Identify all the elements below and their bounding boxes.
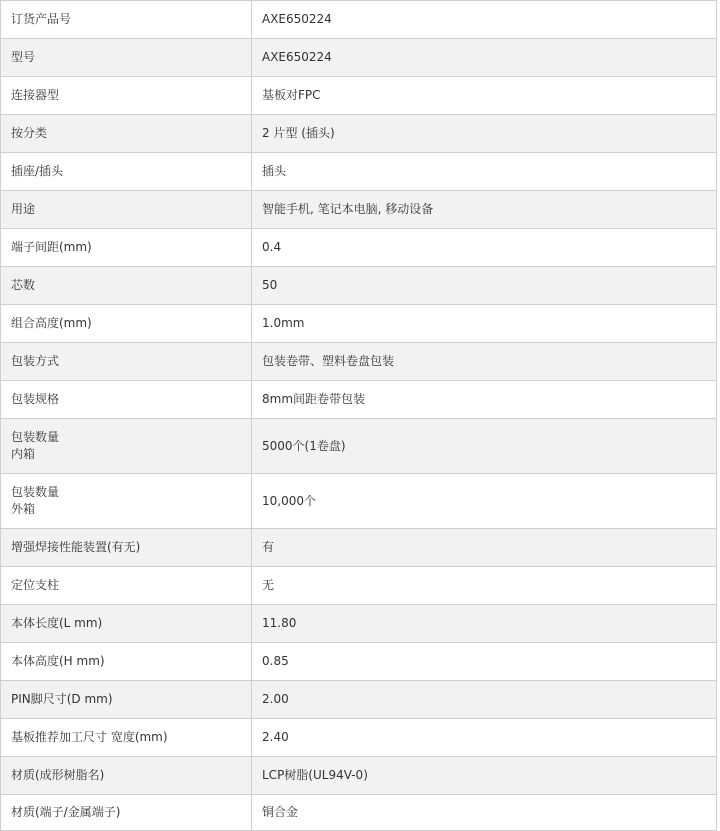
row-label: 包装规格 <box>1 381 252 419</box>
row-value: 8mm间距卷带包装 <box>252 381 717 419</box>
table-row <box>1 529 717 567</box>
row-label: 连接器型 <box>1 77 252 115</box>
row-label: 用途 <box>1 191 252 229</box>
row-value: 2 片型 (插头) <box>252 115 717 153</box>
row-value: 铜合金 <box>252 795 717 831</box>
table-row <box>1 643 717 681</box>
row-label: 按分类 <box>1 115 252 153</box>
row-value: LCP树脂(UL94V-0) <box>252 757 717 795</box>
row-value: 11.80 <box>252 605 717 643</box>
row-label: 组合高度(mm) <box>1 305 252 343</box>
row-label: 型号 <box>1 39 252 77</box>
row-label: 订货产品号 <box>1 1 252 39</box>
table-row <box>1 474 717 529</box>
row-label: 插座/插头 <box>1 153 252 191</box>
row-label <box>1 419 252 474</box>
row-value: 5000个(1卷盘) <box>252 419 717 474</box>
row-value: 2.40 <box>252 719 717 757</box>
row-label-line2: 外箱 <box>11 502 36 516</box>
row-value: 基板对FPC <box>252 77 717 115</box>
row-label: 芯数 <box>1 267 252 305</box>
row-label: 材质(成形树脂名) <box>1 757 252 795</box>
table-row <box>1 381 717 419</box>
table-row <box>1 305 717 343</box>
row-value: 无 <box>252 567 717 605</box>
row-label: PIN脚尺寸(D mm) <box>1 681 252 719</box>
row-value: 0.85 <box>252 643 717 681</box>
row-label: 定位支柱 <box>1 567 252 605</box>
table-row <box>1 229 717 267</box>
row-label-line2: 内箱 <box>11 447 36 461</box>
table-row <box>1 419 717 474</box>
table-row <box>1 757 717 795</box>
table-row <box>1 153 717 191</box>
table-row <box>1 605 717 643</box>
row-value: 1.0mm <box>252 305 717 343</box>
row-value: AXE650224 <box>252 39 717 77</box>
table-row <box>1 115 717 153</box>
row-label-line1: 包装数量 <box>11 485 60 499</box>
row-value: 包装卷带、塑料卷盘包装 <box>252 343 717 381</box>
row-label: 增强焊接性能装置(有无) <box>1 529 252 567</box>
table-row <box>1 795 717 831</box>
table-row <box>1 39 717 77</box>
row-value: 智能手机, 笔记本电脑, 移动设备 <box>252 191 717 229</box>
row-value: 有 <box>252 529 717 567</box>
row-value: 2.00 <box>252 681 717 719</box>
row-value: 0.4 <box>252 229 717 267</box>
row-label: 本体高度(H mm) <box>1 643 252 681</box>
table-row <box>1 681 717 719</box>
row-label: 端子间距(mm) <box>1 229 252 267</box>
row-value: 插头 <box>252 153 717 191</box>
table-row <box>1 343 717 381</box>
table-row <box>1 719 717 757</box>
row-value: 50 <box>252 267 717 305</box>
row-value: AXE650224 <box>252 1 717 39</box>
row-label: 基板推荐加工尺寸 宽度(mm) <box>1 719 252 757</box>
table-row <box>1 267 717 305</box>
row-value: 10,000个 <box>252 474 717 529</box>
row-label: 材质(端子/金属端子) <box>1 795 252 831</box>
table-row <box>1 567 717 605</box>
row-label <box>1 474 252 529</box>
table-row <box>1 1 717 39</box>
row-label-line1: 包装数量 <box>11 430 60 444</box>
row-label: 包装方式 <box>1 343 252 381</box>
table-row <box>1 191 717 229</box>
table-row <box>1 77 717 115</box>
row-label: 本体长度(L mm) <box>1 605 252 643</box>
